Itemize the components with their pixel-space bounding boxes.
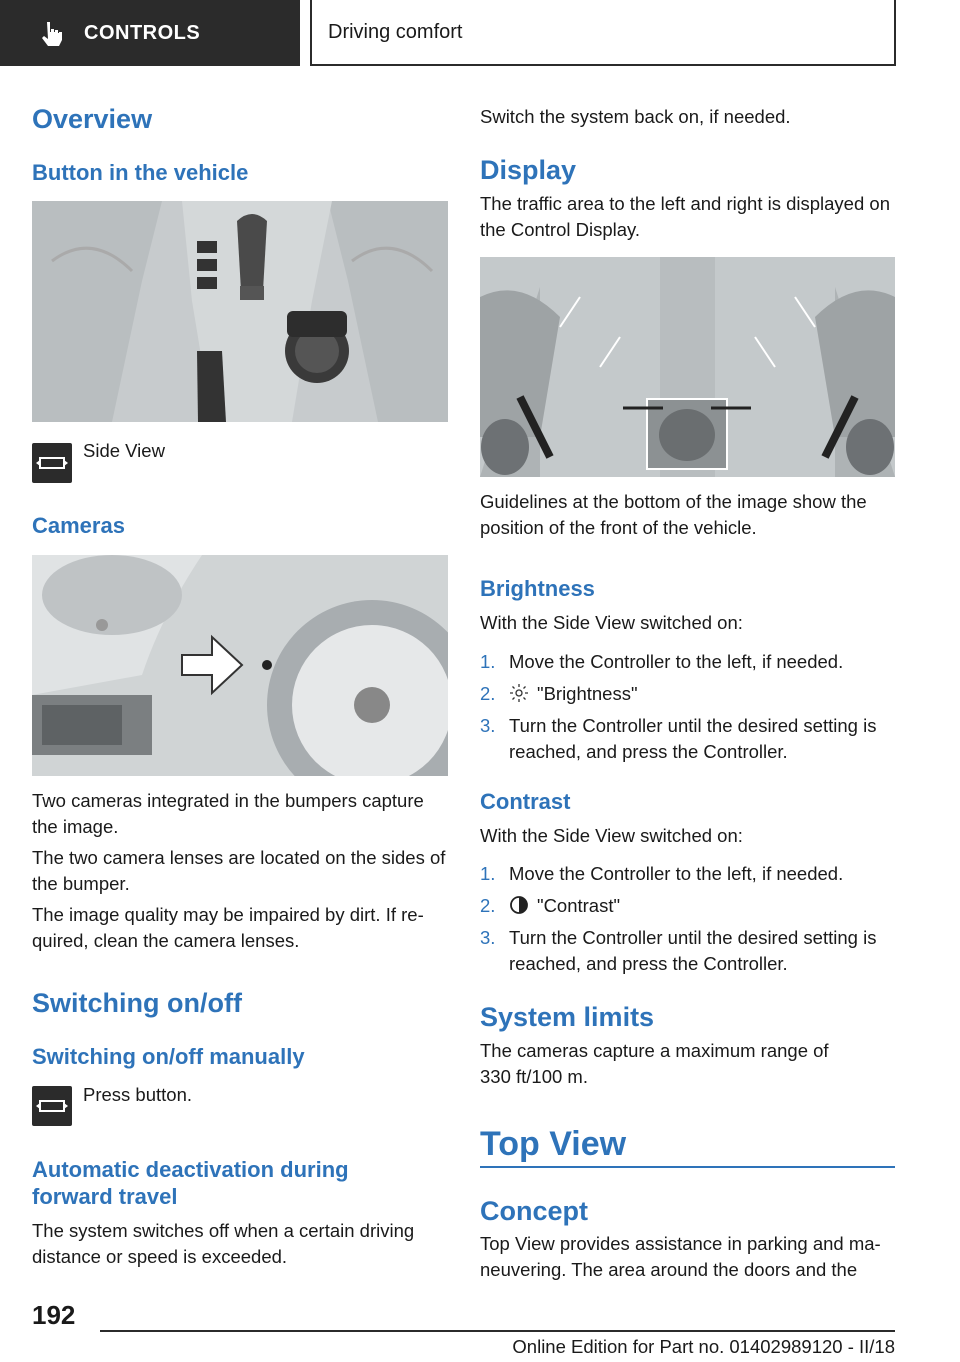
heading-cameras: Cameras [32, 513, 125, 538]
list-item: 2. "Contrast" [480, 895, 621, 916]
cameras-paragraph-2: The two camera lenses are located on the sides of the bumper. [32, 847, 446, 894]
brightness-steps [480, 649, 896, 771]
footer-rule [100, 1330, 895, 1332]
hand-pointer-icon [38, 20, 64, 46]
contrast-steps [480, 861, 896, 983]
page-number: 192 [32, 1300, 76, 1330]
heading-display: Display [480, 155, 577, 185]
side-view-icon [32, 443, 72, 483]
bumper-camera-figure [32, 555, 448, 776]
vehicle-interior-figure [32, 201, 448, 422]
brightness-icon [509, 683, 529, 703]
heading-contrast: Contrast [480, 789, 571, 814]
contrast-intro: With the Side View switched on: [480, 825, 743, 846]
guidelines-paragraph: Guidelines at the bottom of the image show the position of the front of the vehicle. [480, 491, 867, 538]
section-title: CONTROLS [84, 21, 201, 44]
side-view-button [32, 443, 72, 483]
switch-back-text: Switch the system back on, if needed. [480, 106, 791, 127]
cameras-paragraph-3: The image quality may be impaired by dirt. If required, clean the camera lenses. [32, 904, 424, 951]
heading-auto-deactivation-2: forward travel [32, 1184, 178, 1209]
heading-system-limits: System limits [480, 1002, 655, 1032]
contrast-icon [509, 895, 529, 915]
auto-deactivation-paragraph: The system switches off when a certain driving distance or speed is exceeded. [32, 1220, 415, 1267]
brightness-intro: With the Side View switched on: [480, 612, 743, 633]
side-view-label: Side View [83, 440, 165, 461]
heading-overview: Overview [32, 104, 153, 134]
heading-switching: Switching on/off [32, 988, 242, 1018]
section-tab [0, 0, 300, 66]
heading-button-in-vehicle: Button in the vehicle [32, 160, 249, 185]
cameras-paragraph-1: Two cameras integrated in the bumpers capture the image. [32, 790, 424, 837]
side-view-icon [32, 1086, 72, 1126]
side-view-button-2 [32, 1086, 72, 1126]
list-item: 1. Move the Controller to the left, if needed. [480, 863, 844, 884]
heading-switching-manually: Switching on/off manually [32, 1044, 305, 1069]
heading-auto-deactivation-1: Automatic deactivation during [32, 1157, 349, 1182]
system-limits-paragraph: The cameras capture a maximum range of 330 ft/100 m. [480, 1040, 829, 1087]
list-item: 1. Move the Controller to the left, if needed. [480, 651, 844, 672]
list-item: 2. "Brightness" [480, 683, 638, 704]
list-item: 3. Turn the Controller until the desired setting is reached, and press the Controller. [480, 715, 877, 762]
concept-paragraph: Top View provides assistance in parking and maneuvering. The area around the doors and the [480, 1233, 881, 1280]
display-paragraph: The traffic area to the left and right is displayed on the Control Display. [480, 193, 890, 240]
heading-brightness: Brightness [480, 576, 595, 601]
list-item: 3. Turn the Controller until the desired setting is reached, and press the Controller. [480, 927, 877, 974]
control-display-figure [480, 257, 895, 477]
heading-top-view: Top View [480, 1125, 627, 1163]
chapter-title: Driving comfort [328, 20, 463, 43]
press-button-text: Press button. [83, 1084, 193, 1105]
page-header [0, 0, 960, 66]
heading-rule [480, 1166, 895, 1168]
footer-text: Online Edition for Part no. 01402989120 - II/18 [512, 1336, 895, 1357]
heading-concept: Concept [480, 1196, 588, 1226]
chapter-tab [310, 0, 896, 66]
